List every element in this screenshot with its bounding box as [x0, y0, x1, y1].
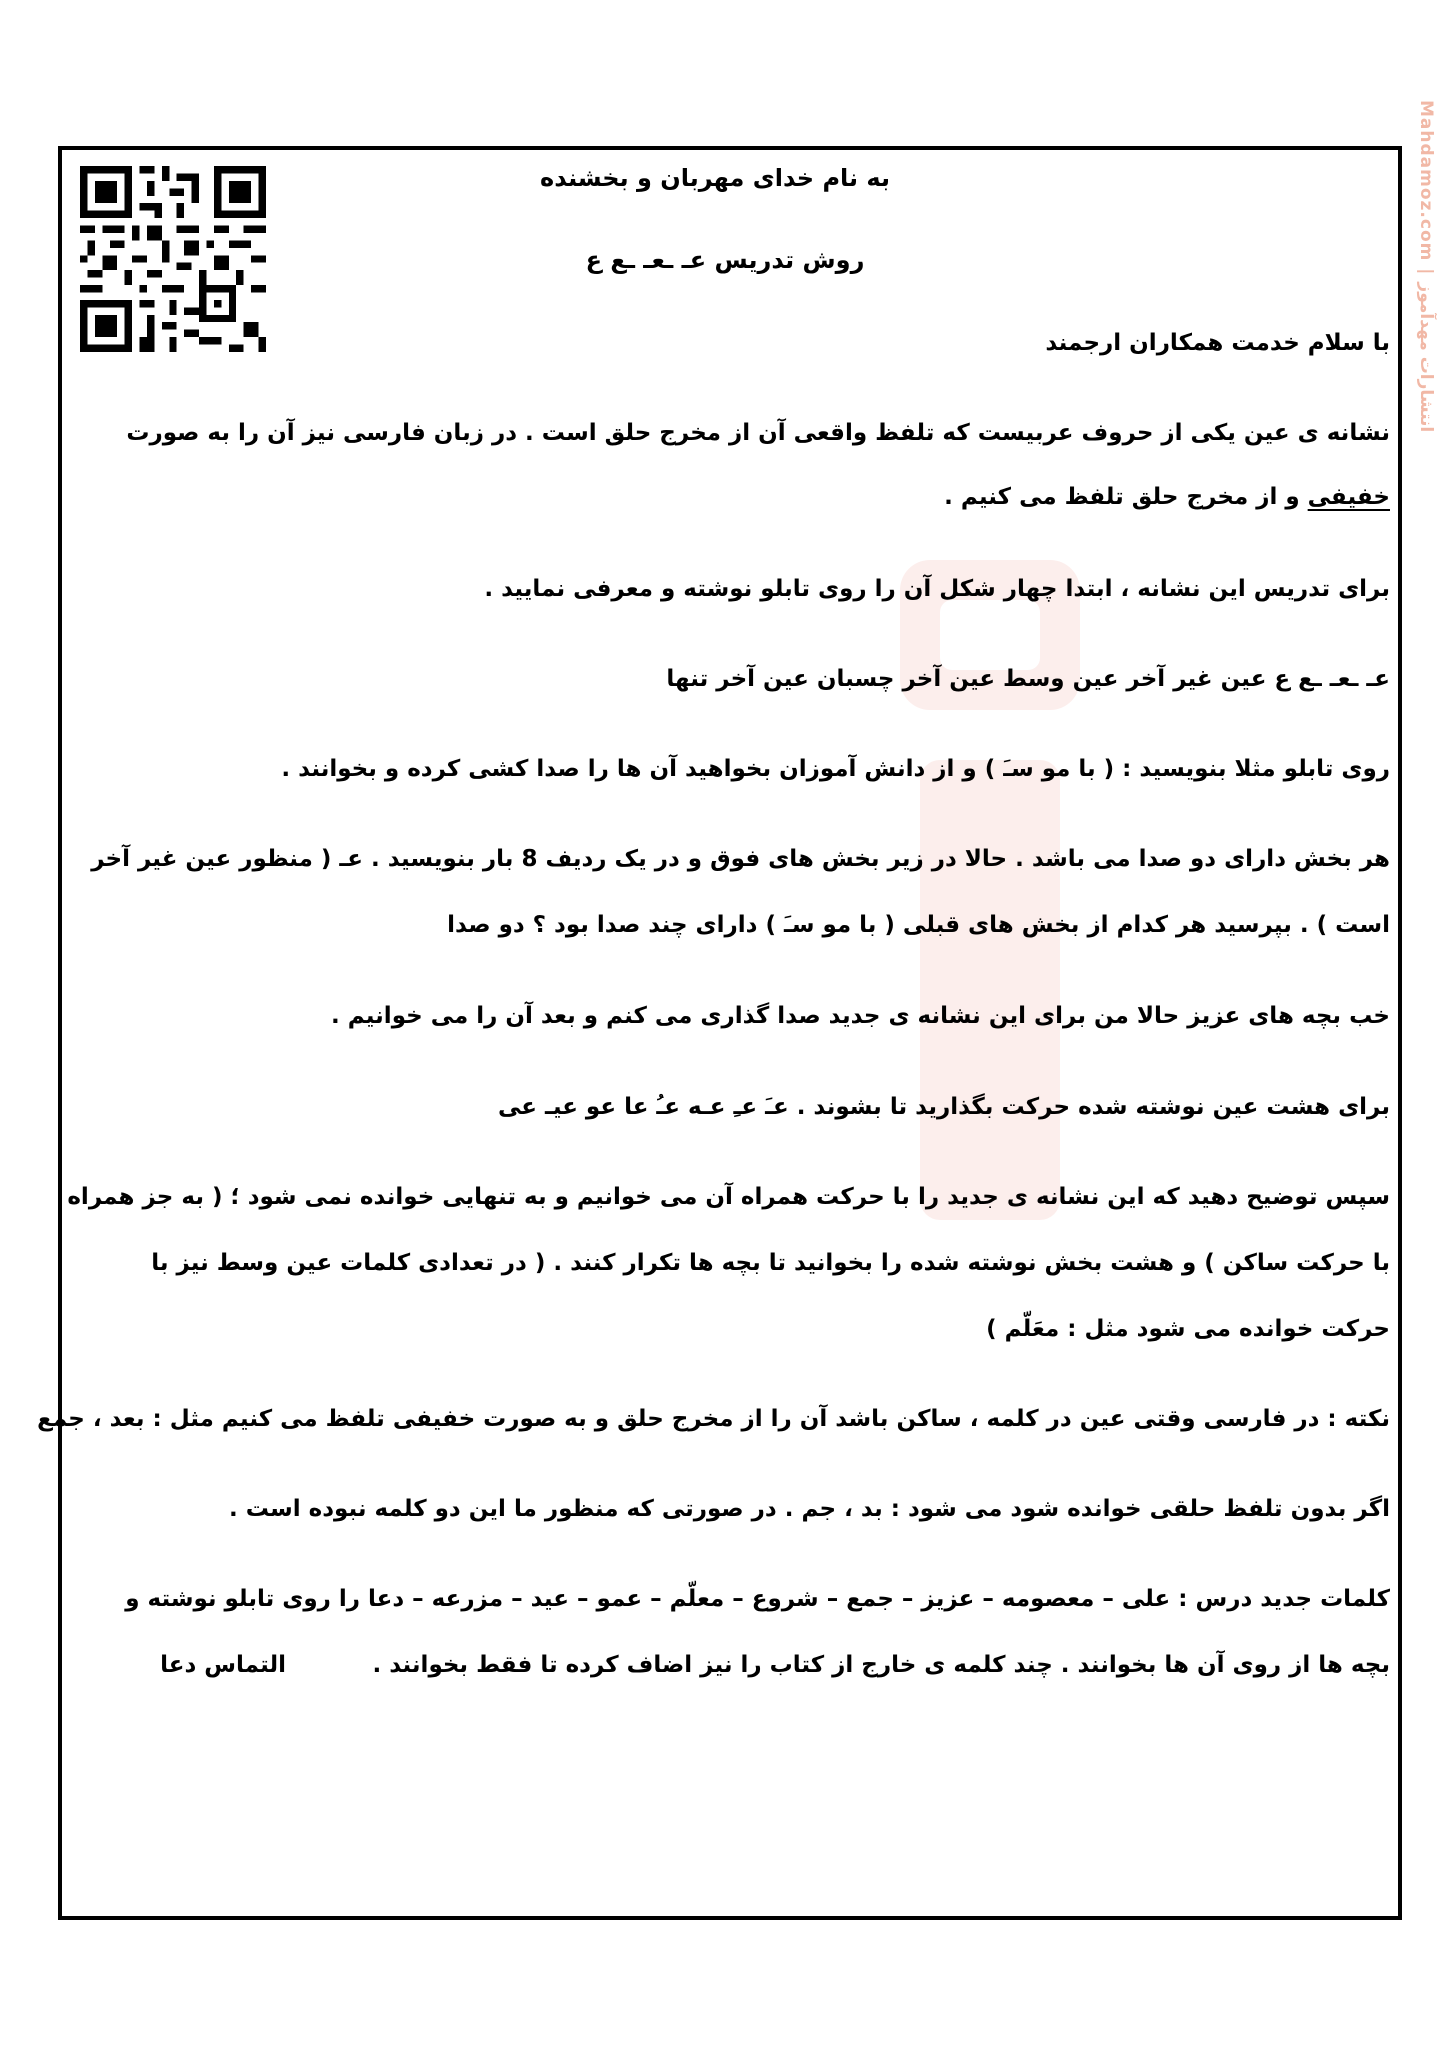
qr-code[interactable] [80, 166, 266, 352]
paragraph-line: بچه ها از روی آن ها بخوانند . چند کلمه ی خارج از کتاب را نیز اضاف کرده تا فقط بخوانند . [372, 1652, 1390, 1678]
paragraph-line: هر بخش دارای دو صدا می باشد . حالا در زیر بخش های فوق و در یک ردیف 8 بار بنویسید . عـ ( منظور عین غیر آخر [91, 846, 1390, 872]
paragraph-line: حرکت خوانده می شود مثل : معَلّم ) [986, 1316, 1390, 1342]
paragraph-line: با حرکت ساکن ) و هشت بخش نوشته شده را بخوانید تا بچه ها تکرار کنند . ( در تعدادی کلمات عین وسط نیز با [151, 1250, 1390, 1276]
greeting: با سلام خدمت همکاران ارجمند [1045, 330, 1390, 356]
paragraph-line: برای هشت عین نوشته شده حرکت بگذارید تا بشوند . عـَ عـِ عـه عـُ عا عو عیـ عی [497, 1094, 1390, 1120]
paragraph-line: است ) . بپرسید هر کدام از بخش های قبلی ( با مو سـَ ) دارای چند صدا بود ؟ دو صدا [447, 912, 1390, 938]
paragraph-line: برای تدریس این نشانه ، ابتدا چهار شکل آن را روی تابلو نوشته و معرفی نمایید . [484, 576, 1390, 602]
letter-forms-line: عـ ـعـ ـع ع عین غیر آخر عین وسط عین آخر چسبان عین آخر تنها [666, 666, 1390, 692]
paragraph-line: نشانه ی عین یکی از حروف عربیست که تلفظ واقعی آن از مخرج حلق است . در زبان فارسی نیز آن را به صورت [126, 420, 1390, 446]
watermark-side: Mahdamoz.com | انتشارات مهدآموز [1416, 100, 1436, 433]
watermark-logo-icon [860, 560, 1120, 1260]
note-line: نکته : در فارسی وقتی عین در کلمه ، ساکن باشد آن را از مخرج حلق و به صورت خفیفی تلفظ می کنیم مثل : بعد ، جمع [37, 1406, 1390, 1432]
note-line: اگر بدون تلفظ حلقی خوانده شود می شود : بد ، جم . در صورتی که منظور ما این دو کلمه نبوده است . [229, 1496, 1390, 1522]
closing-text: التماس دعا [160, 1652, 286, 1678]
page-subtitle: روش تدریس عـ ـعـ ـع ع [585, 246, 865, 274]
paragraph-line [944, 484, 1390, 510]
paragraph-text: و از مخرج حلق تلفظ می کنیم . [944, 484, 1300, 510]
underlined-word: خفیفی [1307, 484, 1390, 510]
new-words-line: کلمات جدید درس : علی – معصومه – عزیز – جمع – شروع – معلّم – عمو – عید – مزرعه – دعا را روی تابلو نوشته و [125, 1586, 1390, 1612]
paragraph-line: سپس توضیح دهید که این نشانه ی جدید را با حرکت همراه آن می خوانیم و به تنهایی خوانده نمی شود ؛ ( به جز همراه [67, 1184, 1390, 1210]
page-title: به نام خدای مهربان و بخشنده [540, 164, 890, 192]
paragraph-line: روی تابلو مثلا بنویسید : ( با مو سـَ ) و از دانش آموزان بخواهید آن ها را صدا کشی کرده و بخوانند . [281, 756, 1390, 782]
paragraph-line: خب بچه های عزیز حالا من برای این نشانه ی جدید صدا گذاری می کنم و بعد آن را می خوانیم . [331, 1003, 1390, 1029]
